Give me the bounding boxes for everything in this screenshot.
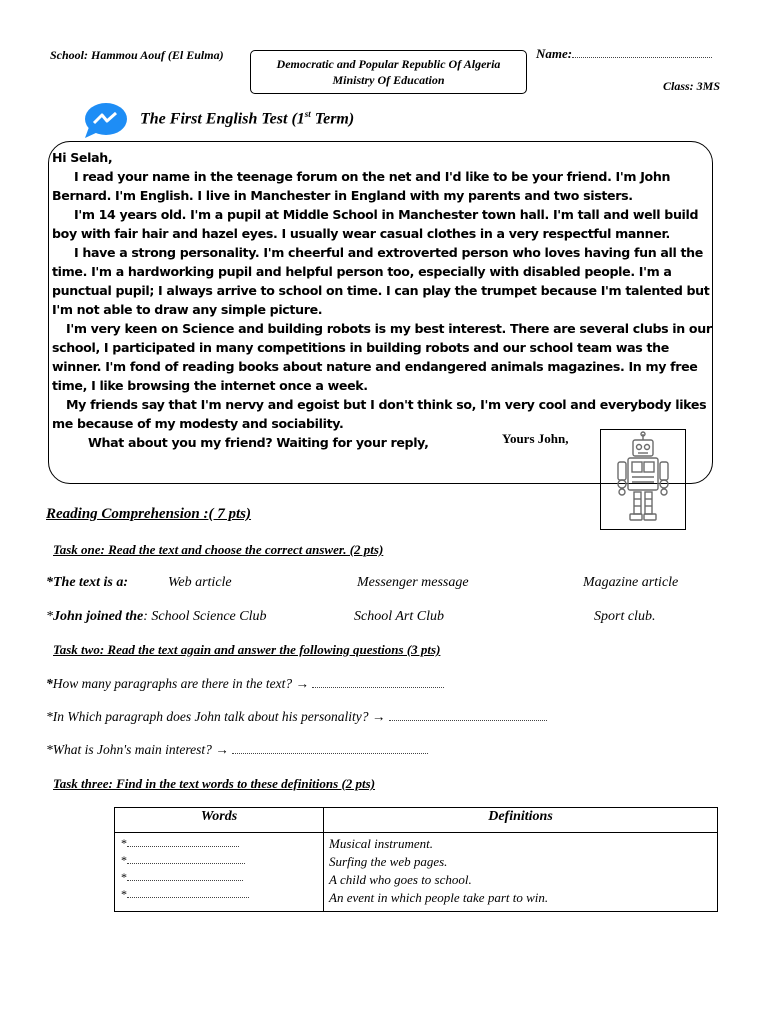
messenger-icon	[82, 101, 128, 139]
word-4-dots	[127, 888, 249, 898]
task-two-question-1	[46, 676, 444, 692]
word-3-dots	[127, 871, 243, 881]
task-two-question-2	[46, 709, 547, 725]
name-line	[536, 46, 712, 62]
word-1-dots	[127, 837, 239, 847]
question-3-text: *What is John's main interest? →	[46, 742, 229, 757]
school-label: School	[50, 48, 85, 62]
words-cell	[115, 833, 324, 912]
definitions-table-header	[115, 808, 718, 833]
letter-paragraph-2: I'm 14 years old. I'm a pupil at Middle School in Manchester town hall. I'm tall and well build boy with fair hair and hazel eyes. I usually wear casual clothes in a very respectful manner.	[52, 207, 699, 241]
test-title-term: Term)	[310, 110, 355, 128]
definition-3: A child who goes to school.	[329, 872, 472, 887]
test-title-text: The First English Test (1	[140, 110, 305, 128]
ministry-line-1: Democratic and Popular Republic Of Algeria	[276, 57, 501, 71]
task-two-title: Task two: Read the text again and answer the following questions (3 pts)	[53, 642, 441, 657]
class-label: Class: 3MS	[663, 79, 721, 93]
question-club-star: *	[46, 609, 53, 624]
word-4-star: *	[121, 887, 127, 901]
definition-2: Surfing the web pages.	[329, 854, 448, 869]
letter-paragraph-1: I read your name in the teenage forum on the net and I'd like to be your friend. I'm John Bernard. I'm English. I live in Manchester in England with my parents and two sisters.	[52, 169, 671, 203]
option-web-article[interactable]: Web article	[168, 575, 232, 590]
question-2-text: *In Which paragraph does John talk about his personality? →	[46, 709, 386, 724]
option-magazine-article[interactable]: Magazine article	[583, 575, 679, 590]
task-three-title: Task three: Find in the text words to these definitions (2 pts)	[53, 776, 376, 791]
test-title	[140, 109, 354, 128]
word-blank-2[interactable]	[121, 852, 323, 869]
test-title-sup: st	[304, 109, 311, 119]
answer-2-blank[interactable]	[389, 710, 547, 721]
column-words: Words	[115, 808, 324, 833]
question-club	[46, 609, 267, 625]
question-text-type: *The text is a:	[46, 575, 129, 590]
column-definitions: Definitions	[324, 808, 718, 833]
task-two-question-3	[46, 742, 428, 758]
definitions-table	[114, 807, 718, 912]
question-club-label: John joined the	[53, 609, 144, 624]
word-2-dots	[127, 854, 245, 864]
option-sport-club[interactable]: Sport club.	[594, 609, 656, 624]
definitions-table-row	[115, 833, 718, 912]
definition-4: An event in which people take part to win.	[329, 890, 549, 905]
letter-closing: What about you my friend? Waiting for your reply,	[88, 435, 429, 450]
name-label: Name:	[536, 46, 573, 61]
letter-text	[52, 148, 712, 452]
letter-signature: Yours John,	[502, 431, 569, 446]
task-one-title: Task one: Read the text and choose the correct answer. (2 pts)	[53, 542, 384, 557]
school-value: : Hammou Aouf (El Eulma)	[84, 48, 224, 62]
letter-greeting: Hi Selah,	[52, 150, 113, 165]
definition-1: Musical instrument.	[329, 836, 433, 851]
ministry-box	[250, 50, 527, 94]
letter-paragraph-5: My friends say that I'm nervy and egoist but I don't think so, I'm very cool and everybody likes me because of my modesty and sociability.	[52, 397, 707, 431]
answer-1-blank[interactable]	[312, 677, 444, 688]
word-blank-3[interactable]	[121, 869, 323, 886]
question-1-text: How many paragraphs are there in the text? →	[52, 676, 309, 691]
option-school-art-club[interactable]: School Art Club	[354, 609, 444, 624]
word-2-star: *	[121, 853, 127, 867]
name-blank[interactable]	[572, 47, 712, 58]
robot-picture-frame	[600, 429, 686, 530]
letter-paragraph-3: I have a strong personality. I'm cheerful and extroverted person who loves having fun all the time. I'm a hardworking pupil and helpful person too, especially with disabled people. I'm a punctual pupil; I always arrive to school on time. I can play the trumpet because I'm talented but I'm not able to draw any simple picture.	[52, 245, 710, 317]
question-1-star: *	[46, 676, 53, 691]
word-3-star: *	[121, 870, 127, 884]
option-school-science-club[interactable]: : School Science Club	[143, 609, 267, 624]
option-messenger-message[interactable]: Messenger message	[357, 575, 469, 590]
word-blank-4[interactable]	[121, 886, 323, 903]
letter-paragraph-4: I'm very keen on Science and building robots is my best interest. There are several clubs in our school, I participated in many competitions in building robots and our school team was the winner. I'm fond of reading books about nature and endangered animals magazines. In my free time, I like browsing the internet once a week.	[52, 321, 712, 393]
ministry-line-2: Ministry Of Education	[332, 73, 445, 87]
word-1-star: *	[121, 836, 127, 850]
definitions-cell	[324, 833, 718, 912]
school-line	[50, 48, 224, 63]
word-blank-1[interactable]	[121, 835, 323, 852]
robot-illustration	[601, 430, 685, 529]
reading-comprehension-title: Reading Comprehension :( 7 pts)	[46, 506, 252, 522]
answer-3-blank[interactable]	[232, 743, 428, 754]
